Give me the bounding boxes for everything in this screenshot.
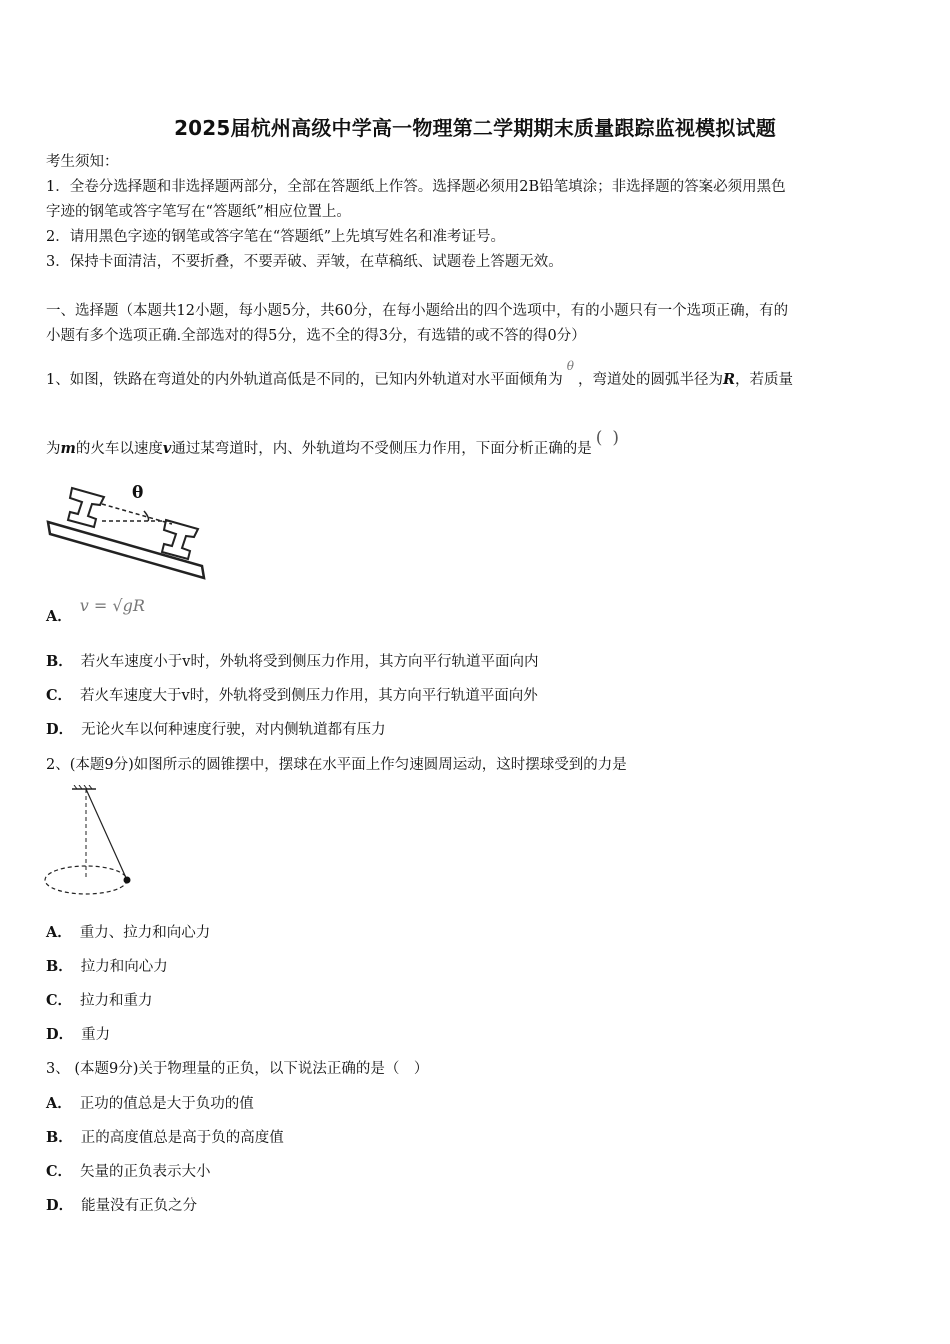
section-heading-line1: 一、选择题（本题共12小题，每小题5分，共60分，在每小题给出的四个选项中，有的小题只有一个选项正确，有的 — [46, 303, 789, 319]
banked-track-figure — [44, 478, 214, 583]
q1-option-c[interactable]: C． 若火车速度大于v时，外轨将受到侧压力作用，其方向平行轨道平面向外 — [46, 687, 538, 704]
notice-item-2: 2．请用黑色字迹的钢笔或答字笔在“答题纸”上先填写姓名和准考证号。 — [46, 229, 506, 245]
q2-stem: 2、(本题9分)如图所示的圆锥摆中，摆球在水平面上作匀速圆周运动，这时摆球受到的力是 — [46, 757, 627, 773]
conical-pendulum-figure — [40, 785, 140, 900]
notice-heading: 考生须知： — [46, 154, 119, 170]
q2-option-b[interactable]: B． 拉力和向心力 — [46, 958, 168, 975]
q1-option-a[interactable]: A．v = √gR — [46, 596, 145, 625]
q2-option-c[interactable]: C． 拉力和重力 — [46, 992, 153, 1009]
q1-option-d[interactable]: D． 无论火车以何种速度行驶，对内侧轨道都有压力 — [46, 721, 386, 738]
section-heading-line2: 小题有多个选项正确.全部选对的得5分，选不全的得3分，有选错的或不答的得0分） — [46, 328, 586, 344]
q1-option-b[interactable]: B． 若火车速度小于v时，外轨将受到侧压力作用，其方向平行轨道平面向内 — [46, 653, 539, 670]
notice-item-3: 3．保持卡面清洁，不要折叠，不要弄破、弄皱，在草稿纸、试题卷上答题无效。 — [46, 254, 563, 270]
answer-blank: ( ) — [595, 428, 620, 448]
q1-stem-line2: 为m的火车以速度v通过某弯道时，内、外轨道均不受侧压力作用，下面分析正确的是( ) — [46, 428, 620, 457]
q3-stem: 3、 (本题9分)关于物理量的正负，以下说法正确的是（ ） — [46, 1061, 429, 1077]
theta-label: θ — [132, 483, 144, 503]
q3-option-b[interactable]: B． 正的高度值总是高于负的高度值 — [46, 1129, 284, 1146]
q1-stem-line1: 1、如图，铁路在弯道处的内外轨道高低是不同的，已知内外轨道对水平面倾角为$^\theta$，弯道处的圆弧半径为R，若质量 — [46, 359, 794, 388]
q2-option-a[interactable]: A． 重力、拉力和向心力 — [46, 924, 211, 941]
q3-option-a[interactable]: A． 正功的值总是大于负功的值 — [46, 1095, 254, 1112]
q3-option-d[interactable]: D． 能量没有正负之分 — [46, 1197, 198, 1214]
page-title: 2025届杭州高级中学高一物理第二学期期末质量跟踪监视模拟试题 — [174, 116, 776, 140]
notice-item-1: 1．全卷分选择题和非选择题两部分，全部在答题纸上作答。选择题必须用2B铅笔填涂；非选择题的答案必须用黑色 — [46, 179, 786, 195]
q2-option-d[interactable]: D． 重力 — [46, 1026, 111, 1043]
q3-option-c[interactable]: C． 矢量的正负表示大小 — [46, 1163, 211, 1180]
notice-item-1-cont: 字迹的钢笔或答字笔写在“答题纸”相应位置上。 — [46, 204, 351, 220]
theta-symbol: θ — [566, 359, 574, 373]
formula-v-sqrt-gR: v = √gR — [79, 596, 145, 615]
pendulum-bob — [124, 877, 131, 884]
